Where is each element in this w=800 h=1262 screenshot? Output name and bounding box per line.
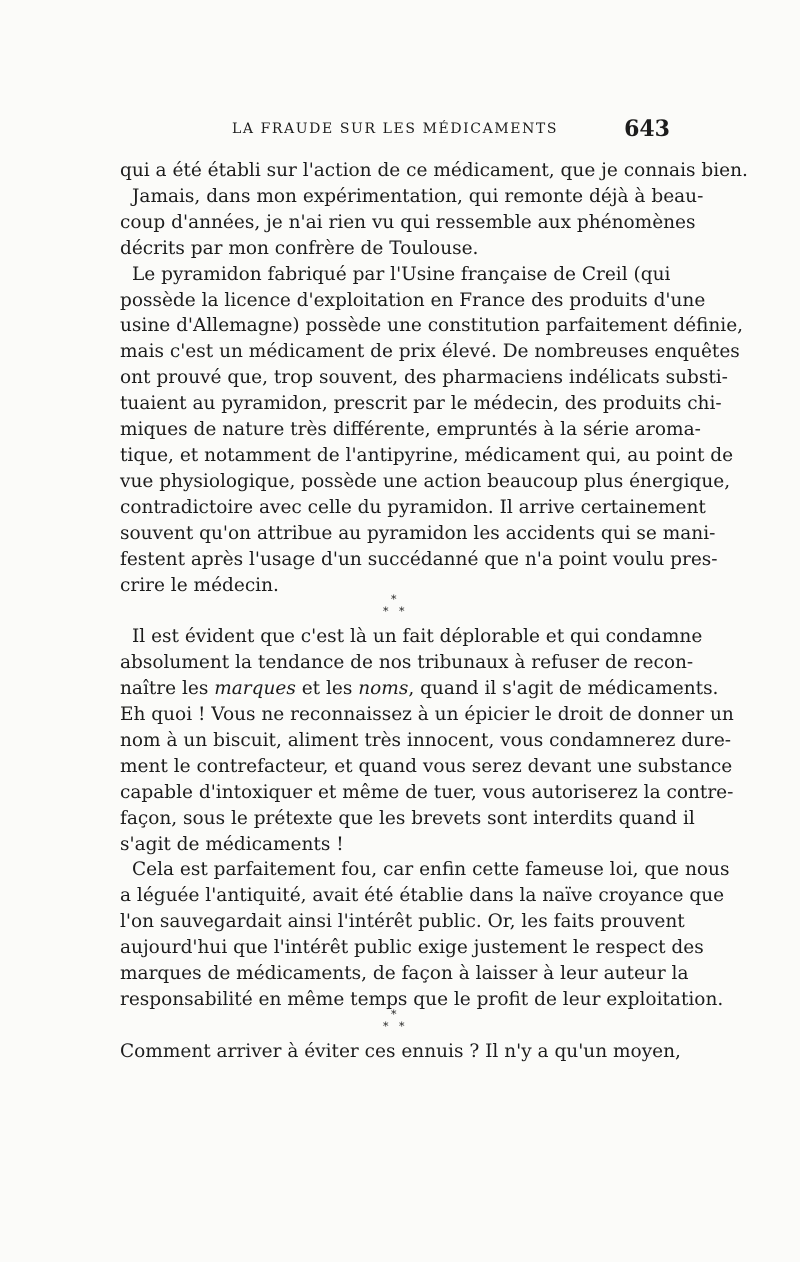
asterism-star: * xyxy=(399,605,405,619)
text-line: miques de nature très différente, empruntés à la série aroma- xyxy=(120,419,701,441)
text-line: Le pyramidon fabriqué par l'Usine française de Creil (qui xyxy=(132,263,671,285)
text-line: aujourd'hui que l'intérêt public exige justement le respect des xyxy=(120,937,704,959)
asterism-star: * xyxy=(399,1019,405,1033)
italic-word-marques: marques xyxy=(214,678,296,700)
text-line: décrits par mon confrère de Toulouse. xyxy=(120,237,479,259)
text-line: usine d'Allemagne) possède une constitution parfaitement définie, xyxy=(120,315,744,337)
asterism xyxy=(383,1003,407,1033)
text-line: vue physiologique, possède une action beaucoup plus énergique, xyxy=(120,470,731,492)
text-line: crire le médecin. xyxy=(120,574,279,596)
text-line: souvent qu'on attribue au pyramidon les accidents qui se mani- xyxy=(120,522,716,544)
section-separator xyxy=(120,1007,670,1039)
text-line-with-italics xyxy=(120,676,719,702)
body-text xyxy=(120,158,748,1065)
text-line: ment le contrefacteur, et quand vous serez devant une substance xyxy=(120,755,733,777)
running-header xyxy=(120,114,670,144)
asterism xyxy=(383,588,407,618)
text-line: absolument la tendance de nos tribunaux à refuser de recon- xyxy=(120,652,694,674)
asterism-star: * xyxy=(391,1007,397,1021)
text-line: Il est évident que c'est là un fait déplorable et qui condamne xyxy=(132,626,703,648)
text-line: contradictoire avec celle du pyramidon. Il arrive certainement xyxy=(120,496,706,518)
text-run: , quand il s'agit de médicaments. xyxy=(408,678,719,700)
text-line: a léguée l'antiquité, avait été établie dans la naïve croyance que xyxy=(120,885,725,907)
text-line: l'on sauvegardait ainsi l'intérêt public. Or, les faits prouvent xyxy=(120,911,685,933)
text-line: tuaient au pyramidon, prescrit par le médecin, des produits chi- xyxy=(120,393,722,415)
asterism-star: * xyxy=(383,605,389,619)
section-separator xyxy=(120,593,670,624)
text-line: ont prouvé que, trop souvent, des pharmaciens indélicats substi- xyxy=(120,367,728,389)
text-line: festent après l'usage d'un succédanné que n'a point voulu pres- xyxy=(120,548,718,570)
asterism-star: * xyxy=(391,593,397,607)
text-line: Comment arriver à éviter ces ennuis ? Il n'y a qu'un moyen, xyxy=(120,1040,681,1062)
text-line: marques de médicaments, de façon à laisser à leur auteur la xyxy=(120,963,689,985)
text-line: nom à un biscuit, aliment très innocent, vous condamnerez dure- xyxy=(120,729,732,751)
text-line: capable d'intoxiquer et même de tuer, vous autoriserez la contre- xyxy=(120,781,734,803)
text-run: et les xyxy=(295,678,359,700)
text-line: responsabilité en même temps que le profit de leur exploitation. xyxy=(120,988,724,1010)
italic-word-noms: noms xyxy=(358,678,409,700)
text-line: qui a été établi sur l'action de ce médicament, que je connais bien. xyxy=(120,160,748,181)
text-line: tique, et notamment de l'antipyrine, médicament qui, au point de xyxy=(120,444,734,466)
text-line: mais c'est un médicament de prix élevé. De nombreuses enquêtes xyxy=(120,341,740,363)
running-title: LA FRAUDE SUR LES MÉDICAMENTS xyxy=(231,121,559,137)
asterism-star: * xyxy=(383,1019,389,1033)
text-line: possède la licence d'exploitation en France des produits d'une xyxy=(120,289,706,311)
text-run: naître les xyxy=(120,678,215,700)
text-line: Jamais, dans mon expérimentation, qui remonte déjà à beau- xyxy=(132,185,704,207)
text-line: coup d'années, je n'ai rien vu qui ressemble aux phénomènes xyxy=(120,211,696,233)
text-line: façon, sous le prétexte que les brevets sont interdits quand il xyxy=(120,807,695,829)
text-line: Eh quoi ! Vous ne reconnaissez à un épicier le droit de donner un xyxy=(120,704,734,726)
text-line: s'agit de médicaments ! xyxy=(120,833,344,855)
page-number: 643 xyxy=(624,116,670,142)
text-line: Cela est parfaitement fou, car enfin cette fameuse loi, que nous xyxy=(132,859,730,881)
